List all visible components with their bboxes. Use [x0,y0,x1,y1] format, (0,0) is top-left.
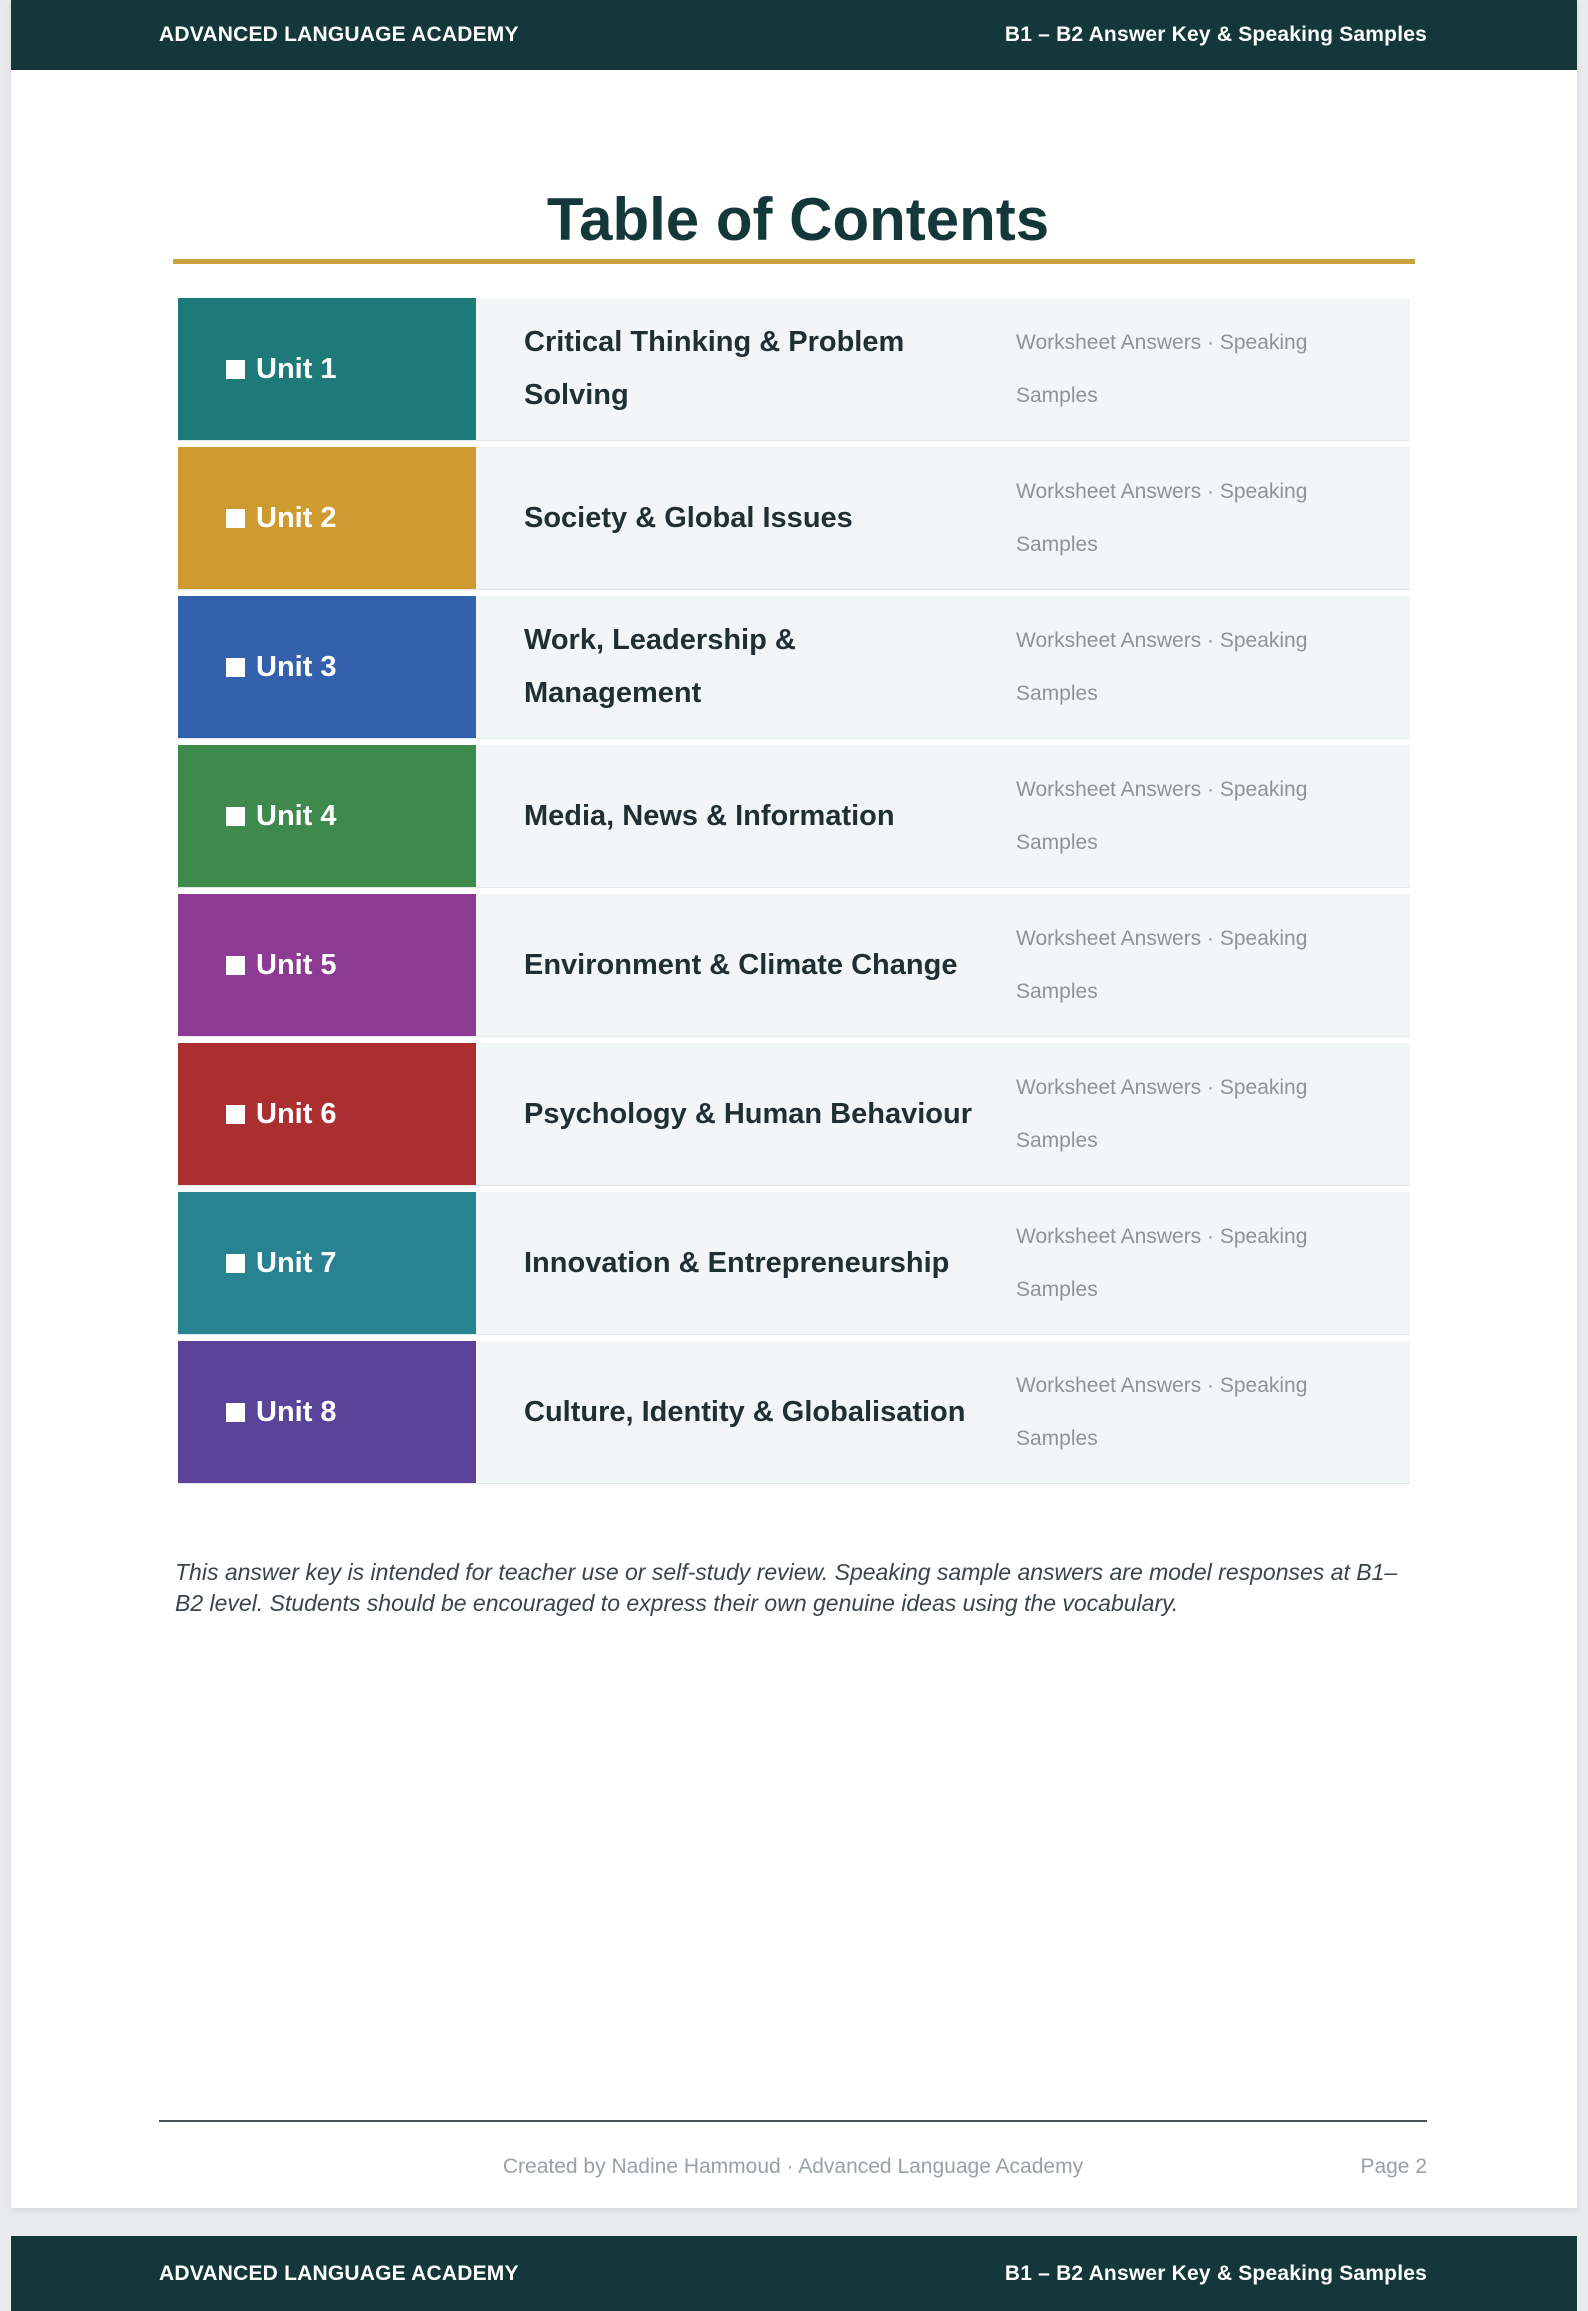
unit-contents: Worksheet Answers · Speaking Samples [1016,927,1308,1003]
header-document-title: B1 – B2 Answer Key & Speaking Samples [1004,23,1427,46]
square-bullet-icon [226,509,245,528]
unit-label: Unit 6 [256,1097,337,1130]
square-bullet-icon [226,1105,245,1124]
unit-contents: Worksheet Answers · Speaking Samples [1016,1374,1308,1450]
footer-credit: Created by Nadine Hammoud · Advanced Language Academy [502,2155,1084,2178]
unit-label-cell [178,596,476,738]
toc-row-unit-7[interactable] [178,1192,1410,1335]
unit-topic: Environment & Climate Change [524,948,958,981]
next-page-header-band [11,2236,1577,2311]
toc-row-unit-5[interactable] [178,894,1410,1037]
unit-topic: Innovation & Entrepreneurship [524,1246,950,1279]
bottom-band-academy-name: ADVANCED LANGUAGE ACADEMY [159,2261,519,2285]
toc-row-unit-8[interactable] [178,1341,1410,1484]
unit-label: Unit 7 [256,1246,337,1279]
square-bullet-icon [226,807,245,826]
unit-label: Unit 4 [256,799,337,832]
unit-topic: Culture, Identity & Globalisation [524,1395,966,1428]
unit-label: Unit 2 [256,501,337,534]
unit-label: Unit 5 [256,948,337,981]
unit-label: Unit 8 [256,1395,337,1428]
page-number: Page 2 [1360,2155,1427,2178]
square-bullet-icon [226,360,245,379]
toc-row-unit-1[interactable] [178,298,1410,441]
unit-label-cell [178,298,476,440]
square-bullet-icon [226,1403,245,1422]
page-header-band [11,0,1577,70]
unit-topic: Psychology & Human Behaviour [524,1097,972,1130]
unit-contents: Worksheet Answers · Speaking Samples [1016,1076,1308,1152]
document-page [11,0,1577,2208]
unit-topic: Critical Thinking & Problem Solving [524,326,905,411]
toc-row-unit-6[interactable] [178,1043,1410,1186]
unit-label-cell [178,1341,476,1483]
table-of-contents [178,298,1410,1490]
usage-note: This answer key is intended for teacher use or self-study review. Speaking sample answers are model responses at B1–B2 level. Students should be encouraged to express their own genuine ideas using the vocabulary. [175,1559,1398,1616]
toc-row-unit-4[interactable] [178,745,1410,888]
unit-topic: Society & Global Issues [524,501,853,534]
unit-topic: Media, News & Information [524,799,895,832]
bottom-band-document-title: B1 – B2 Answer Key & Speaking Samples [1004,2261,1427,2285]
unit-contents: Worksheet Answers · Speaking Samples [1016,480,1308,556]
unit-label-cell [178,1043,476,1185]
next-page-header-strip [11,2236,1577,2311]
footer-divider [159,2120,1427,2122]
square-bullet-icon [226,1254,245,1273]
page-title: Table of Contents [546,186,1050,253]
unit-topic: Work, Leadership & Management [524,624,796,709]
unit-label-cell [178,447,476,589]
unit-label-cell [178,894,476,1036]
title-underline [173,259,1415,264]
square-bullet-icon [226,658,245,677]
unit-contents: Worksheet Answers · Speaking Samples [1016,629,1308,705]
unit-contents: Worksheet Answers · Speaking Samples [1016,1225,1308,1301]
unit-label: Unit 3 [256,650,337,683]
unit-label-cell [178,1192,476,1334]
unit-contents: Worksheet Answers · Speaking Samples [1016,778,1308,854]
header-academy-name: ADVANCED LANGUAGE ACADEMY [159,23,519,46]
unit-label: Unit 1 [256,352,337,385]
unit-contents: Worksheet Answers · Speaking Samples [1016,331,1308,407]
toc-row-unit-3[interactable] [178,596,1410,739]
unit-label-cell [178,745,476,887]
square-bullet-icon [226,956,245,975]
toc-row-unit-2[interactable] [178,447,1410,590]
